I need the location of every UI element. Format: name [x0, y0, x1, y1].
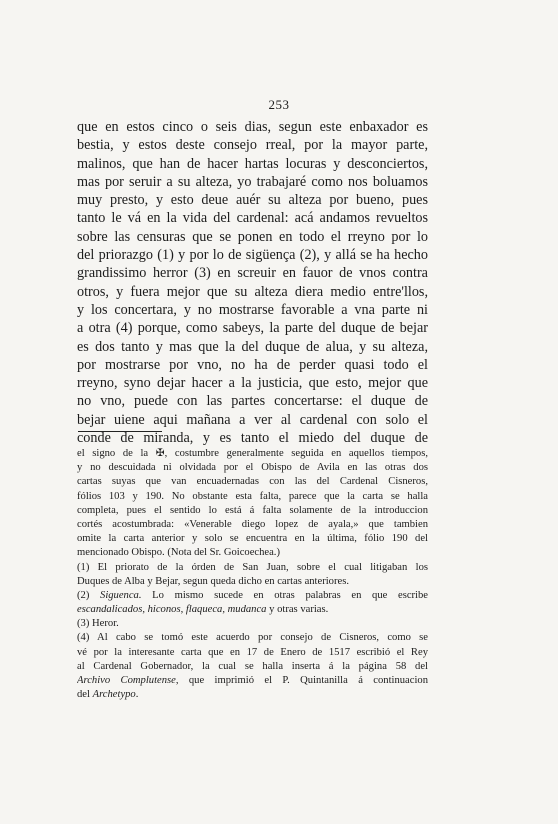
footnote-2-examples: escandalicados, hiconos, flaqueca, mudanca [77, 604, 267, 616]
footnote-separator [78, 431, 162, 432]
footnote-2-text: y otras varias. [266, 604, 329, 616]
page-number: 253 [268, 97, 290, 112]
footnote-4-text: del [77, 689, 93, 701]
footnote-line: cartas suyas que van encuadernadas con las del Cardenal Cisneros, [77, 476, 428, 488]
body-line: mas por seruir a su alteza, yo trabajaré como nos boluamos [77, 173, 428, 190]
footnotes [77, 447, 428, 702]
body-line: otros, y fuera mejor que su alteza diera medio entre'llos, [77, 283, 428, 300]
footnote-4-text: , que imprimió el P. Quintanilla á continuacion [175, 675, 428, 686]
footnote-line: mencionado Obispo. (Nota del Sr. Goicoechea.) [77, 547, 280, 559]
footnote-2-text: Lo mismo sucede en otras palabras en que escribe [141, 589, 428, 601]
body-line: rreyno, syno dejar hacer a la justicia, que esto, mejor que [77, 375, 428, 392]
body-line: y los concertara, y no mostrarse favorable a vna parte ni [77, 301, 428, 318]
footnote-line: omite la carta anterior y solo se encuentra en la última, fólio 190 del [77, 533, 428, 545]
body-line: es dos tanto y mas que la del duque de alua, y su alteza, [77, 338, 428, 355]
footnote-4-title: Archetypo [92, 689, 136, 701]
body-line: que en estos cinco o seis dias, segun este enbaxador es [77, 119, 428, 135]
body-line: por mostrarse por vno, no ha de perder quasi todo el [77, 356, 428, 373]
footnote-3-line: (3) Heror. [77, 618, 119, 630]
footnote-line: y no descuidada ni olvidada por el Obispo de Avila en las otras dos [77, 462, 428, 474]
footnote-4-line [77, 674, 428, 688]
footnote-4-line [77, 688, 428, 702]
footnote-line: cortés acostumbrada: «Venerable diego lopez de ayala,» que tambien [77, 518, 428, 530]
footnote-1-line: Duques de Alba y Bejar, segun queda dicho en cartas anteriores. [77, 575, 349, 587]
footnote-2-term: Siguenca. [100, 589, 142, 601]
footnote-4-text: . [135, 689, 139, 701]
body-line: del priorazgo (1) y por lo de sigüença (2), y allá se ha hecho [77, 247, 428, 264]
footnote-2-line [77, 603, 428, 617]
body-text [77, 118, 428, 447]
body-line: tanto le vá en la vida del cardenal: acá andamos revueltos [77, 210, 428, 227]
footnote-line: fólios 103 y 190. No obstante esta falta, parece que la carta se halla [77, 490, 428, 502]
body-line: bestia, y estos deste consejo rreal, por la mayor parte, [77, 137, 428, 154]
footnote-4-line: vé por la interesante carta que en 17 de Enero de 1517 escribió el Rey [77, 646, 428, 658]
footnote-line: el signo de la ✠, costumbre generalmente seguida en aquellos tiempos, [77, 448, 428, 459]
body-line: bejar uiene aqui mañana a ver al cardenal con solo el [77, 411, 428, 428]
body-line: muy presto, y esto deue auér su alteza por bueno, pues [77, 192, 428, 209]
body-line: malinos, que han de hacer hartas locuras y desconciertos, [77, 155, 428, 172]
footnote-4-title: Archivo Complutense [77, 675, 176, 686]
footnote-4-line: (4) Al cabo se tomó este acuerdo por consejo de Cisneros, como se [77, 632, 428, 644]
footnote-line: completa, pues el sentido lo está á falta solamente de la introduccion [77, 504, 428, 516]
footnote-2-marker: (2) [77, 589, 101, 601]
footnote-4-line: al Cardenal Gobernador, la cual se halla inserta á la página 58 del [77, 660, 428, 672]
footnote-1-line: (1) El priorato de la órden de San Juan, sobre el cual litigaban los [77, 561, 428, 573]
body-line: conde de miranda, y es tanto el miedo del duque de [77, 430, 428, 447]
body-line: sobre las censuras que se ponen en todo el rreyno por lo [77, 228, 428, 245]
body-line: no vno, puede con las partes concertarse: el duque de [77, 393, 428, 410]
body-line: grandissimo herror (3) en screuir en fauor de vnos contra [77, 265, 428, 282]
footnote-2-line [77, 589, 428, 603]
body-line: a otra (4) porque, como sabeys, la parte del duque de bejar [77, 320, 428, 337]
